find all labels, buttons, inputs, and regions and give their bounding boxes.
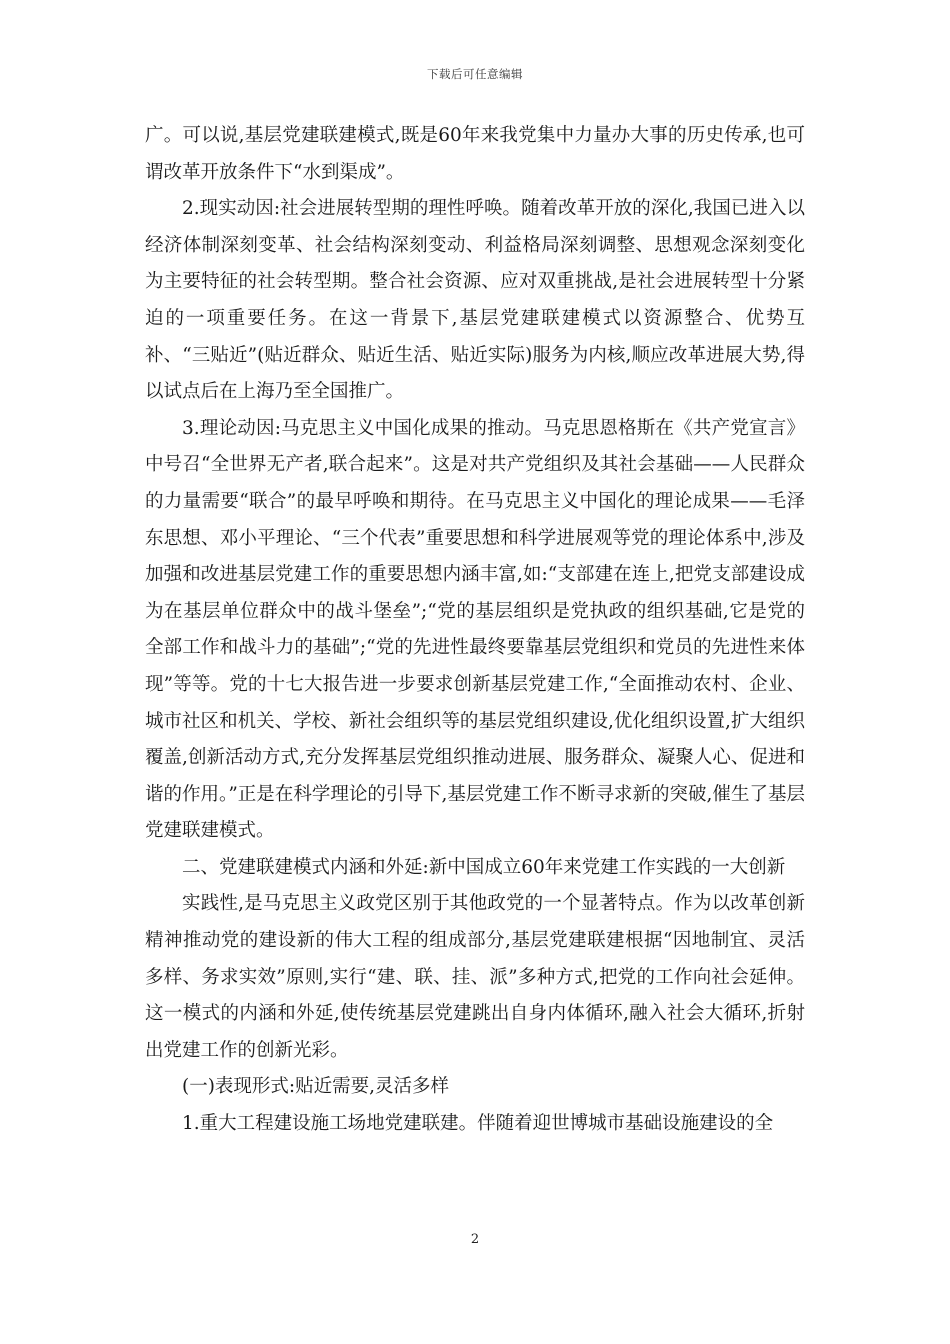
page-header: 下载后可任意编辑 — [427, 67, 523, 81]
document-body — [145, 118, 805, 1143]
paragraph-continuation: 广。可以说,基层党建联建模式,既是60年来我党集中力量办大事的历史传承,也可谓改革开放条件下“水到渠成”。 — [145, 125, 805, 183]
paragraph-practice: 实践性,是马克思主义政党区别于其他政党的一个显著特点。作为以改革创新精神推动党的建设新的伟大工程的组成部分,基层党建联建根据“因地制宜、灵活多样、务求实效”原则,实行“建、联、挂、派”多种方式,把党的工作向社会延伸。这一模式的内涵和外延,使传统基层党建跳出自身内体循环,融入社会大循环,折射出党建工作的创新光彩。 — [145, 893, 805, 1061]
paragraph-practical-motive: 2.现实动因:社会进展转型期的理性呼唤。随着改革开放的深化,我国已进入以经济体制深刻变革、社会结构深刻变动、利益格局深刻调整、思想观念深刻变化为主要特征的社会转型期。整合社会资源、应对双重挑战,是社会进展转型十分紧迫的一项重要任务。在这一背景下,基层党建联建模式以资源整合、优势互补、“三贴近”(贴近群众、贴近生活、贴近实际)服务为内核,顺应改革进展大势,得以试点后在上海乃至全国推广。 — [145, 198, 805, 403]
section-heading-two: 二、党建联建模式内涵和外延:新中国成立60年来党建工作实践的一大创新 — [182, 856, 786, 878]
subsection-heading-one: (一)表现形式:贴近需要,灵活多样 — [182, 1076, 450, 1098]
page-number: 2 — [470, 1232, 480, 1247]
paragraph-theoretical-motive: 3.理论动因:马克思主义中国化成果的推动。马克思恩格斯在《共产党宣言》中号召“全世界无产者,联合起来”。这是对共产党组织及其社会基础——人民群众的力量需要“联合”的最早呼唤和期待。在马克思主义中国化的理论成果——毛泽东思想、邓小平理论、“三个代表”重要思想和科学进展观等党的理论体系中,涉及加强和改进基层党建工作的重要思想内涵丰富,如:“支部建在连上,把党支部建设成为在基层单位群众中的战斗堡垒”;“党的基层组织是党执政的组织基础,它是党的全部工作和战斗力的基础”;“党的先进性最终要靠基层党组织和党员的先进性来体现”等等。党的十七大报告进一步要求创新基层党建工作,“全面推动农村、企业、城市社区和机关、学校、新社会组织等的基层党组织建设,优化组织设置,扩大组织覆盖,创新活动方式,充分发挥基层党组织推动进展、服务群众、凝聚人心、促进和谐的作用。”正是在科学理论的引导下,基层党建工作不断寻求新的突破,催生了基层党建联建模式。 — [145, 417, 805, 842]
paragraph-construction-sites: 1.重大工程建设施工场地党建联建。伴随着迎世博城市基础设施建设的全 — [182, 1113, 774, 1135]
